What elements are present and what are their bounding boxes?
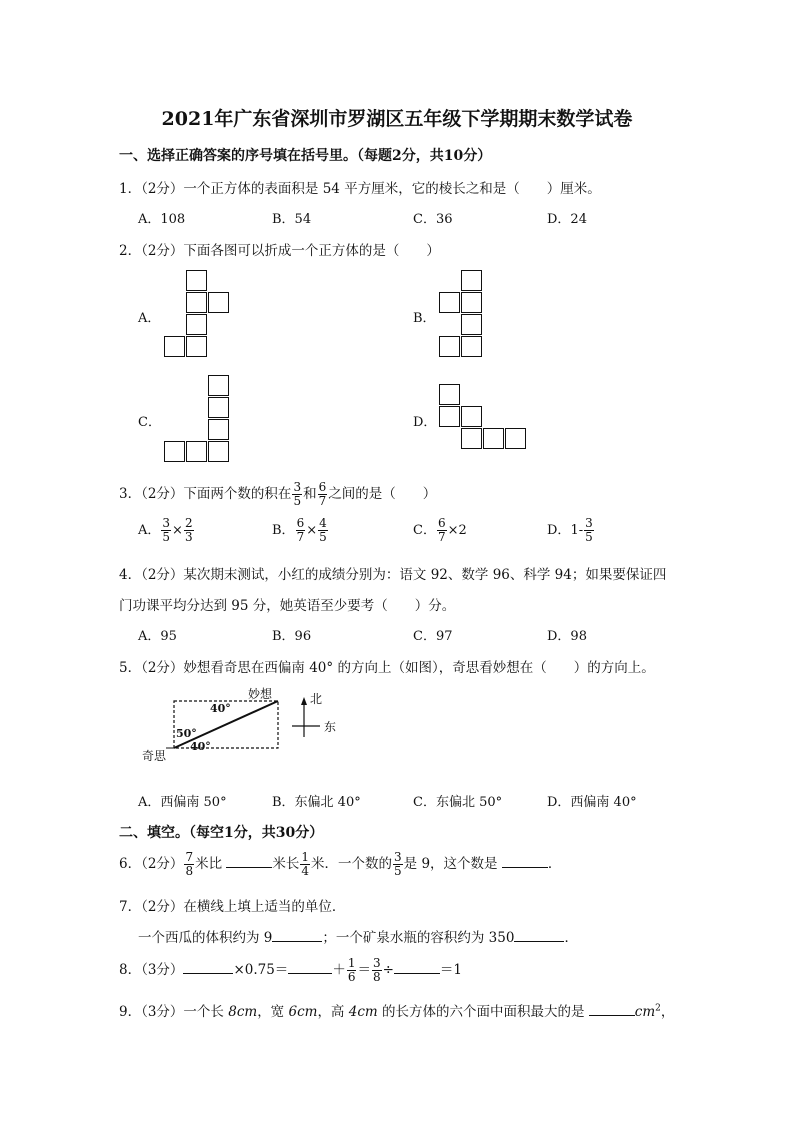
q4-option-d: D．98 — [547, 629, 587, 644]
q2-net-b — [439, 270, 489, 360]
numerator: 7 — [185, 850, 194, 864]
numerator: 3 — [372, 956, 381, 970]
question-9 — [119, 1000, 674, 1020]
q9-width: 6cm — [288, 1004, 318, 1020]
q1-option-d: D．24 — [547, 212, 587, 227]
net-square — [505, 428, 526, 449]
option-label: B． — [272, 523, 295, 538]
q6-text: ． — [547, 856, 562, 872]
numerator: 1 — [301, 850, 310, 864]
answer-blank[interactable] — [514, 927, 564, 942]
question-4-line-2: 门功课平均分达到 95 分，她英语至少要考（ ）分。 — [119, 598, 456, 614]
net-square — [461, 270, 482, 291]
q7-text: ． — [564, 930, 578, 946]
times-sign: × — [306, 523, 318, 538]
denominator: 3 — [184, 530, 193, 544]
q4-option-a: A．95 — [138, 629, 177, 644]
denominator: 5 — [293, 494, 302, 508]
q8-text: ×0.75＝ — [233, 962, 289, 978]
net-square — [208, 292, 229, 313]
net-square — [164, 336, 185, 357]
net-square — [186, 336, 207, 357]
fraction — [300, 851, 310, 878]
fraction — [296, 517, 306, 544]
net-square — [439, 292, 460, 313]
fraction — [584, 517, 594, 544]
q5-option-a: A．西偏南 50° — [138, 795, 227, 810]
denominator: 5 — [162, 530, 171, 544]
q4-option-c: C．97 — [413, 629, 453, 644]
net-square — [461, 336, 482, 357]
net-square — [186, 441, 207, 462]
q9-text: ， — [660, 1004, 675, 1020]
q3-option-b — [272, 517, 329, 544]
north-arrow-icon — [301, 697, 307, 705]
q9-text: 的长方体的六个面中面积最大的是 — [377, 1004, 589, 1020]
q9-length: 8cm — [228, 1004, 258, 1020]
question-7-line-2 — [138, 926, 578, 946]
q2-label-c: C． — [138, 415, 161, 430]
net-square — [208, 441, 229, 462]
answer-blank[interactable] — [226, 853, 272, 868]
question-4-line-1: 4．（2分）某次期末测试，小红的成绩分别为：语文 92、数学 96、科学 94；如果要保证四 — [119, 567, 667, 583]
q3-option-d — [547, 517, 595, 544]
net-square — [186, 270, 207, 291]
question-7-line-1: 7．（2分）在横线上填上适当的单位． — [119, 899, 346, 915]
fraction — [372, 957, 382, 984]
numerator: 1 — [347, 956, 356, 970]
numerator: 3 — [162, 516, 171, 530]
q3-fraction-low — [292, 481, 302, 508]
q9-unit: cm — [634, 1004, 656, 1020]
q6-text: 米长 — [272, 856, 300, 872]
page-title: 2021年广东省深圳市罗湖区五年级下学期期末数学试卷 — [161, 108, 633, 130]
fraction — [318, 517, 328, 544]
numerator: 6 — [296, 516, 305, 530]
q9-text: ，高 — [317, 1004, 349, 1020]
net-square — [439, 406, 460, 427]
net-square — [461, 314, 482, 335]
label-qisi: 奇思 — [142, 749, 167, 763]
q6-prefix: 6．（2分） — [119, 856, 184, 872]
fraction — [161, 517, 171, 544]
answer-blank[interactable] — [183, 959, 233, 974]
question-6 — [119, 850, 561, 878]
question-5: 5．（2分）妙想看奇思在西偏南 40° 的方向上（如图），奇思看妙想在（ ）的方向上。 — [119, 660, 655, 676]
fraction — [184, 517, 194, 544]
denominator: 7 — [296, 530, 305, 544]
net-square — [439, 336, 460, 357]
q6-text: 是 9，这个数是 — [403, 856, 498, 872]
q3-option-a — [138, 517, 195, 544]
q2-net-c — [164, 375, 234, 465]
label-miaoxiang: 妙想 — [248, 687, 273, 701]
answer-blank[interactable] — [502, 853, 548, 868]
q4-option-b: B．96 — [272, 629, 312, 644]
question-3 — [119, 481, 436, 508]
label-east: 东 — [324, 720, 337, 734]
q2-net-d — [439, 384, 531, 454]
denominator: 6 — [347, 970, 356, 984]
option-head: 1- — [570, 523, 584, 538]
numerator: 3 — [293, 480, 302, 494]
denominator: 5 — [319, 530, 327, 544]
answer-blank[interactable] — [589, 1001, 635, 1016]
q3-mid: 和 — [303, 486, 317, 502]
net-square — [483, 428, 504, 449]
q9-text: 9．（3分）一个长 — [119, 1004, 229, 1020]
net-square — [164, 441, 185, 462]
numerator: 2 — [184, 516, 193, 530]
q9-text: ，宽 — [257, 1004, 289, 1020]
answer-blank[interactable] — [394, 959, 440, 974]
q2-label-a: A． — [138, 311, 161, 326]
answer-blank[interactable] — [272, 927, 322, 942]
net-square — [461, 292, 482, 313]
net-square — [208, 419, 229, 440]
label-north: 北 — [310, 692, 323, 706]
numerator: 3 — [394, 850, 402, 864]
denominator: 5 — [394, 864, 402, 878]
q7-text: ；一个矿泉水瓶的容积约为 350 — [322, 930, 515, 946]
q8-text: ÷ — [382, 962, 394, 978]
question-8 — [119, 956, 462, 984]
option-label: C． — [413, 523, 436, 538]
section-heading-fill: 二、填空。（每空1分，共30分） — [119, 825, 324, 841]
net-square — [208, 397, 229, 418]
q8-prefix: 8．（3分） — [119, 962, 184, 978]
fraction — [437, 517, 447, 544]
net-square — [461, 406, 482, 427]
times-sign: × — [172, 523, 183, 538]
q3-prefix: 3．（2分）下面两个数的积在 — [119, 486, 292, 502]
denominator: 7 — [318, 494, 327, 508]
q8-text: ＝1 — [439, 962, 462, 978]
q8-text: ＋ — [332, 962, 346, 978]
q8-text: ＝ — [357, 962, 371, 978]
denominator: 8 — [372, 970, 381, 984]
question-2: 2．（2分）下面各图可以折成一个正方体的是（ ） — [119, 243, 440, 259]
net-square — [439, 384, 460, 405]
option-tail: ×2 — [447, 523, 467, 538]
net-square — [208, 375, 229, 396]
numerator: 4 — [319, 516, 327, 530]
q9-height: 4cm — [348, 1004, 378, 1020]
fraction — [184, 851, 194, 878]
q3-option-c — [413, 517, 467, 544]
q2-net-a — [164, 270, 234, 360]
question-1: 1．（2分）一个正方体的表面积是 54 平方厘米，它的棱长之和是（ ）厘米。 — [119, 181, 601, 197]
q5-option-b: B．东偏北 40° — [272, 795, 361, 810]
q5-option-c: C．东偏北 50° — [413, 795, 503, 810]
q3-fraction-high — [318, 481, 328, 508]
q5-option-d: D．西偏南 40° — [547, 795, 637, 810]
section-heading-choice: 一、选择正确答案的序号填在括号里。（每题2分，共10分） — [119, 148, 492, 164]
denominator: 4 — [301, 864, 310, 878]
q6-text: 米．一个数的 — [311, 856, 393, 872]
angle-label-top: 40° — [210, 702, 231, 715]
numerator: 6 — [318, 480, 327, 494]
q7-text: 一个西瓜的体积约为 9 — [138, 930, 273, 946]
angle-label-bottom: 40° — [190, 740, 211, 753]
q3-suffix: 之间的是（ ） — [328, 486, 437, 502]
denominator: 8 — [185, 864, 194, 878]
numerator: 6 — [437, 516, 446, 530]
q1-option-a: A．108 — [138, 212, 186, 227]
net-square — [186, 292, 207, 313]
net-square — [186, 314, 207, 335]
denominator: 5 — [585, 530, 593, 544]
q1-option-b: B．54 — [272, 212, 312, 227]
q6-text: 米比 — [195, 856, 223, 872]
q1-option-c: C．36 — [413, 212, 453, 227]
option-label: D． — [547, 523, 571, 538]
fraction — [393, 851, 403, 878]
q2-label-b: B． — [413, 311, 436, 326]
option-label: A． — [138, 523, 161, 538]
q9-unit-exponent: 2 — [655, 1003, 661, 1014]
numerator: 3 — [585, 516, 593, 530]
net-square — [461, 428, 482, 449]
answer-blank[interactable] — [288, 959, 332, 974]
q2-label-d: D． — [413, 415, 437, 430]
angle-label-left: 50° — [176, 727, 197, 740]
q5-direction-figure — [138, 685, 343, 770]
fraction — [347, 957, 357, 984]
denominator: 7 — [437, 530, 446, 544]
